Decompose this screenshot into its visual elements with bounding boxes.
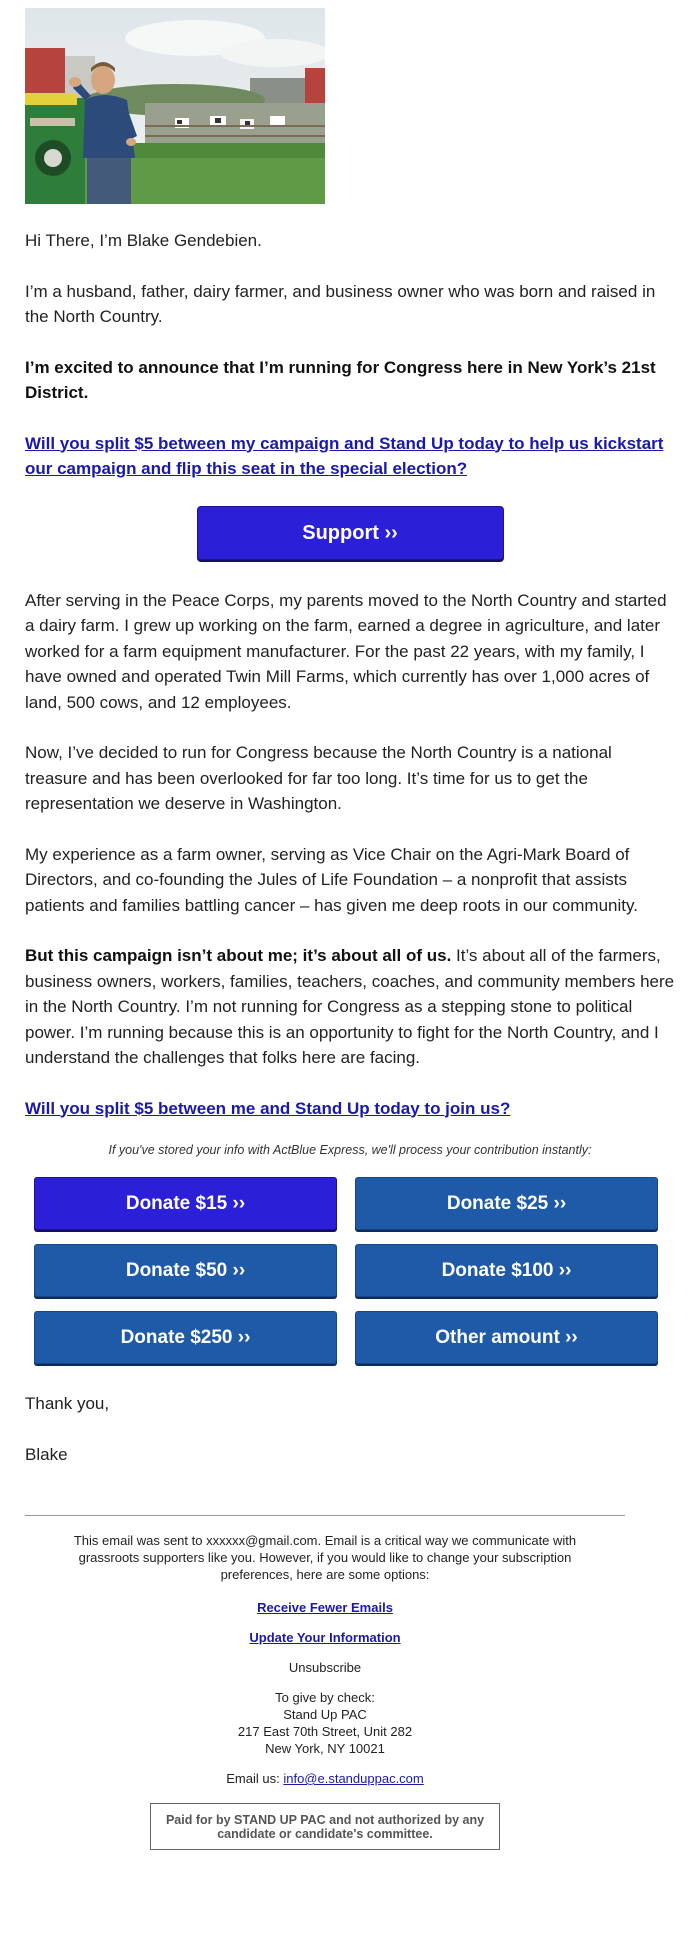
- donate-buttons: [34, 1177, 666, 1364]
- email-label: Email us:: [226, 1771, 280, 1786]
- join-donation-link[interactable]: Will you split $5 between me and Stand Up today to join us?: [25, 1098, 511, 1118]
- campaign-emphasis: But this campaign isn’t about me; it’s about all of us.: [25, 946, 452, 965]
- street-address: 217 East 70th Street, Unit 282: [237, 1724, 413, 1739]
- receive-fewer-emails-link[interactable]: Receive Fewer Emails: [257, 1600, 393, 1615]
- contact-email-link[interactable]: info@e.standuppac.com: [283, 1771, 424, 1786]
- body-paragraph-2: Now, I’ve decided to run for Congress because the North Country is a national treasure and has been overlooked for far too long. It’s time for us to get the representation we deserve in Washington.: [25, 743, 612, 813]
- support-button-container: [25, 506, 675, 560]
- body-paragraph-4: [25, 943, 675, 1071]
- greeting: Hi There, I’m Blake Gendebien.: [25, 231, 262, 250]
- support-button[interactable]: Support ››: [197, 506, 504, 560]
- footer-intro: This email was sent to xxxxxx@gmail.com. Email is a critical way we communicate with grassroots supporters like you. However, if you would like to change your subscription preferences, here are some options:: [73, 1533, 577, 1582]
- announcement: I’m excited to announce that I’m running for Congress here in New York’s 21st District.: [25, 357, 656, 402]
- thank-you: Thank you,: [25, 1394, 110, 1413]
- signature: Blake: [25, 1444, 68, 1464]
- donate-250-button[interactable]: Donate $250 ››: [34, 1311, 337, 1364]
- donate-25-button[interactable]: Donate $25 ››: [355, 1177, 658, 1230]
- donate-50-button[interactable]: Donate $50 ››: [34, 1244, 337, 1297]
- actblue-express-note: If you've stored your info with ActBlue Express, we'll process your contribution instantly:: [108, 1143, 592, 1157]
- unsubscribe-link[interactable]: Unsubscribe: [288, 1660, 362, 1675]
- body-paragraph-3: My experience as a farm owner, serving as Vice Chair on the Agri-Mark Board of Directors, and co-founding the Jules of Life Foundation – a nonprofit that assists patients and families battling cancer – has given me deep roots in our community.: [25, 844, 638, 915]
- check-address: [25, 1689, 625, 1757]
- body-paragraph-1: After serving in the Peace Corps, my parents moved to the North Country and started a dairy farm. I grew up working on the farm, earned a degree in agriculture, and later worked for a farm equipment manufacturer. For the past 22 years, with my family, I have owned and operated Twin Mill Farms, which currently has over 1,000 acres of land, 500 cows, and 12 employees.: [25, 590, 667, 712]
- check-label: To give by check:: [275, 1690, 375, 1705]
- hero-photo: [25, 8, 325, 204]
- city-address: New York, NY 10021: [265, 1741, 385, 1756]
- donate-other-amount-button[interactable]: Other amount ››: [355, 1311, 658, 1364]
- footer: [25, 1515, 625, 1850]
- org-name: Stand Up PAC: [283, 1707, 367, 1722]
- update-information-link[interactable]: Update Your Information: [249, 1630, 401, 1645]
- intro-about: I’m a husband, father, dairy farmer, and business owner who was born and raised in the North Country.: [25, 281, 656, 326]
- email-contact: [25, 1770, 625, 1787]
- campaign-rest: It’s about all of the farmers, business owners, workers, families, teachers, coaches, and community members here in the North Country. I’m not running for Congress as a stepping stone to political power. I’m running because this is an opportunity to fight for the North Country, and I understand the challenges that folks here are facing.: [25, 946, 675, 1067]
- donate-15-button[interactable]: Donate $15 ››: [34, 1177, 337, 1230]
- email-body: [25, 0, 675, 1467]
- split-donation-link[interactable]: Will you split $5 between my campaign and Stand Up today to help us kickstart our campaign and flip this seat in the special election?: [25, 433, 664, 478]
- donate-100-button[interactable]: Donate $100 ››: [355, 1244, 658, 1297]
- paid-for-disclaimer: Paid for by STAND UP PAC and not authorized by any candidate or candidate's committee.: [150, 1803, 500, 1850]
